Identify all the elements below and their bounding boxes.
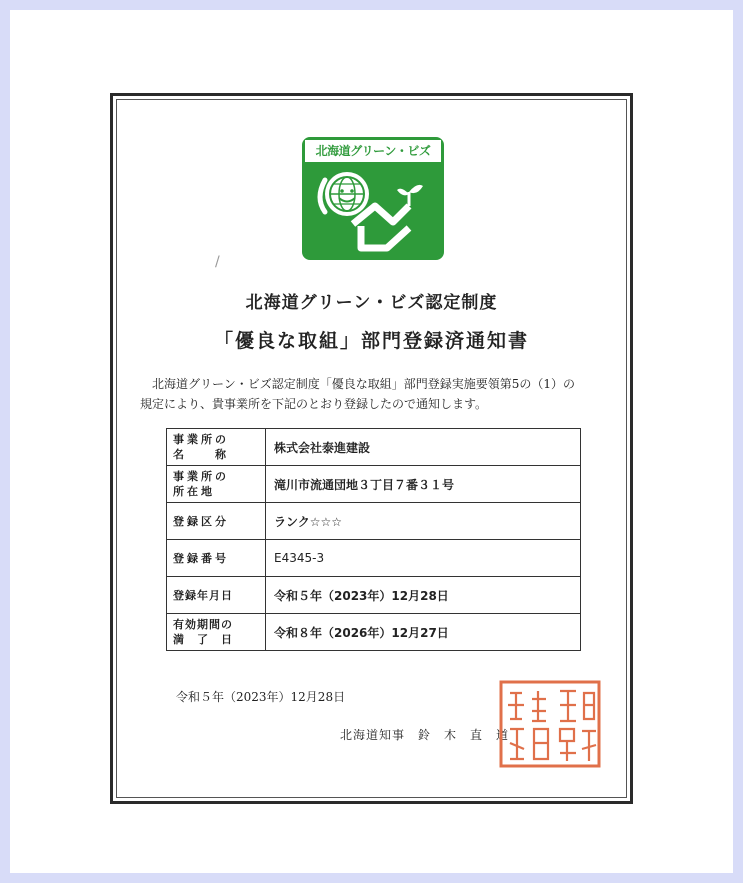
table-row [167,429,581,466]
row-label: 事業所の 所在地 [167,466,266,503]
intro-line2: 規定により、貴事業所を下記のとおり登録したので通知します。 [140,397,488,411]
table-row [167,577,581,614]
issue-date: 令和５年（2023年）12月28日 [176,690,346,704]
row-label: 有効期間の 満 了 日 [167,614,266,651]
official-seal [498,679,602,769]
row-label: 事業所の 名 称 [167,429,266,466]
logo-title: 北海道グリーン・ビズ [305,140,441,162]
table-row [167,540,581,577]
row-label: 登録区分 [167,503,266,540]
business-address-value: 滝川市流通団地３丁目７番３１号 [266,466,581,503]
registration-rank-value: ランク☆☆☆ [266,503,581,540]
hokkaido-green-biz-logo [302,137,444,260]
pen-mark: / [215,254,220,270]
row-label: 登録年月日 [167,577,266,614]
globe-house-icon [305,162,441,257]
certificate-title-line2: 「優良な取組」部門登録済通知書 [213,330,529,352]
intro-line1: 北海道グリーン・ビズ認定制度「優良な取組」部門登録実施要領第5の（1）の [152,377,576,391]
certificate-title-line1: 北海道グリーン・ビズ認定制度 [245,293,498,313]
intro-paragraph [140,374,610,414]
logo-emblem [305,162,441,257]
registration-date-value: 令和５年（2023年）12月28日 [266,577,581,614]
row-label: 登録番号 [167,540,266,577]
signer-name: 北海道知事 鈴 木 直 道 [340,728,510,742]
business-name-value: 株式会社泰進建設 [266,429,581,466]
table-row [167,503,581,540]
table-row [167,466,581,503]
table-row [167,614,581,651]
seal-stamp-icon [498,679,602,769]
registration-table [166,428,581,651]
expiry-date-value: 令和８年（2026年）12月27日 [266,614,581,651]
registration-number-value: E4345-3 [266,540,581,577]
